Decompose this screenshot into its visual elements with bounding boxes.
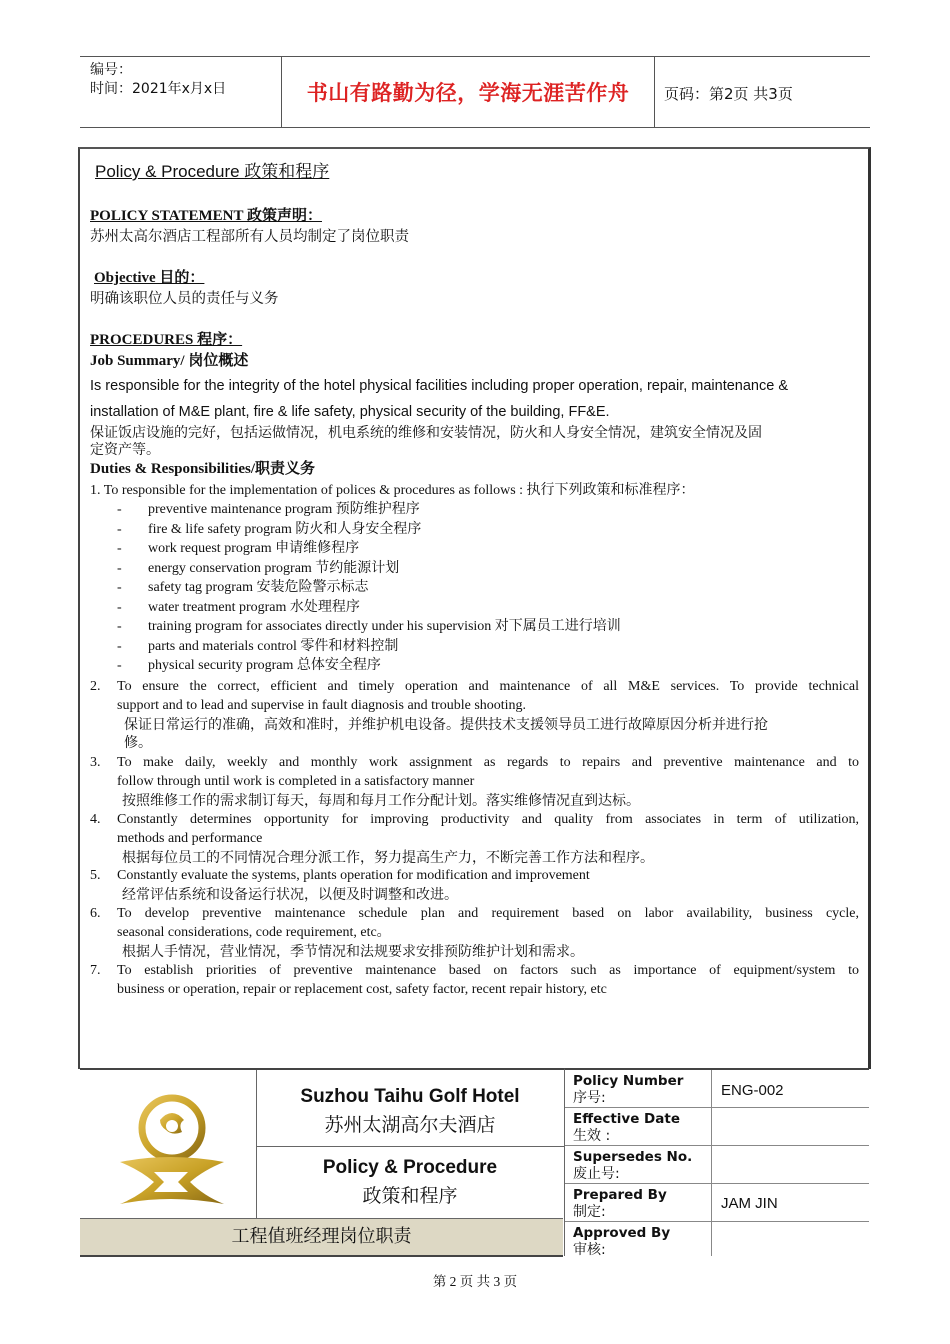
list-bullet: - — [117, 580, 122, 595]
policy-type-zh: 政策和程序 — [362, 1185, 458, 1207]
duty-item-6-zh: 根据人手情况，营业情况，季节情况和法规要求安排预防维护计划和需求。 — [122, 944, 584, 960]
prepared-by-value: JAM JIN — [721, 1195, 778, 1212]
program-list-item — [117, 521, 421, 539]
duty-item-7-number: 7. — [90, 963, 101, 978]
header-info — [90, 61, 226, 99]
list-bullet: - — [117, 521, 122, 537]
hotel-name-zh: 苏州太湖高尔夫酒店 — [324, 1114, 496, 1136]
list-bullet: - — [117, 619, 122, 634]
program-list-item — [117, 501, 420, 519]
program-name: physical security program 总体安全程序 — [148, 658, 381, 673]
policy-number-value: ENG-002 — [721, 1082, 784, 1099]
duty-item-7-text: business or operation, repair or replacement cost, safety factor, recent repair history, etc — [117, 982, 607, 997]
job-summary-zh: 定资产等。 — [90, 442, 160, 458]
policy-meta — [564, 1068, 869, 1256]
hotel-name-cell — [256, 1068, 564, 1147]
policy-number-label-zh: 序号: — [573, 1090, 606, 1106]
duty-item-5-zh: 经常评估系统和设备运行状况，以便及时调整和改进。 — [122, 887, 458, 903]
supersedes-label-zh: 废止号: — [573, 1166, 620, 1182]
duty-item-5-number: 5. — [90, 868, 101, 883]
program-name: water treatment program 水处理程序 — [148, 599, 360, 615]
objective-text: 明确该职位人员的责任与义务 — [90, 291, 279, 307]
supersedes-label: Supersedes No. — [573, 1149, 693, 1165]
program-list-item — [117, 638, 398, 656]
duty-item-4-zh: 根据每位员工的不同情况合理分派工作，努力提高生产力，不断完善工作方法和程序。 — [122, 850, 654, 866]
duty-item-3-text: To make daily, weekly and monthly work assignment as regards to repairs and preventive maintenance and to — [117, 755, 859, 770]
prepared-by-label-zh: 制定: — [573, 1204, 606, 1220]
duty-item-3-zh: 按照维修工作的需求制订每天，每周和每月工作分配计划。落实维修情况直到达标。 — [122, 793, 640, 809]
approved-by-row — [565, 1222, 869, 1256]
program-name: fire & life safety program 防火和人身安全程序 — [148, 521, 422, 537]
list-bullet: - — [117, 599, 122, 615]
program-name: energy conservation program 节约能源计划 — [148, 560, 400, 576]
duty-item-4-number: 4. — [90, 812, 101, 827]
program-list-item — [117, 540, 359, 558]
job-summary-en: installation of M&E plant, fire & life safety, physical security of the building, FF&E. — [90, 404, 610, 420]
objective-label: Objective 目的： — [94, 270, 205, 286]
policy-statement-label: POLICY STATEMENT 政策声明： — [90, 208, 322, 224]
doc-number: 编号： — [90, 62, 132, 78]
approved-by-label-zh: 审核: — [573, 1242, 606, 1258]
hotel-name-en: Suzhou Taihu Golf Hotel — [300, 1086, 520, 1107]
policy-number-label: Policy Number — [573, 1073, 684, 1089]
program-list-item — [117, 599, 360, 617]
header-page-number: 页码：第2页 共3页 — [664, 85, 793, 103]
policy-number-row — [565, 1070, 869, 1108]
doc-time: 时间：2021年x月x日 — [90, 81, 227, 97]
page-header — [80, 56, 870, 128]
program-name: preventive maintenance program 预防维护程序 — [148, 502, 420, 517]
effective-date-row — [565, 1108, 869, 1146]
policy-type-cell — [256, 1145, 564, 1218]
supersedes-row — [565, 1146, 869, 1184]
hotel-logo — [80, 1070, 256, 1220]
prepared-by-label: Prepared By — [573, 1187, 667, 1203]
duty-item-5-text: Constantly evaluate the systems, plants operation for modification and improvement — [117, 868, 590, 883]
duty-item-1: 1. To responsible for the implementation of polices & procedures as follows : 执行下列政策和标准程序： — [90, 483, 695, 498]
list-bullet: - — [117, 541, 122, 556]
list-bullet: - — [117, 638, 122, 654]
duty-item-2-zh: 修。 — [124, 735, 152, 751]
duty-item-2-number: 2. — [90, 679, 101, 694]
duties-label: Duties & Responsibilities/职责义务 — [90, 461, 316, 477]
job-summary-zh: 保证饭店设施的完好，包括运做情况，机电系统的维修和安装情况，防火和人身安全情况，建筑安全情况及固 — [90, 425, 762, 441]
job-summary-en: Is responsible for the integrity of the hotel physical facilities including proper operation, repair, maintenance & — [90, 378, 789, 394]
effective-date-label-zh: 生效 : — [573, 1128, 611, 1144]
prepared-by-row — [565, 1184, 869, 1222]
policy-statement-text: 苏州太高尔酒店工程部所有人员均制定了岗位职责 — [90, 229, 409, 245]
program-name: parts and materials control 零件和材料控制 — [148, 638, 399, 654]
program-list-item — [117, 560, 399, 578]
program-list-item — [117, 618, 621, 636]
duty-item-2-text: To ensure the correct, efficient and timely operation and maintenance of all M&E services. To provide technical — [117, 679, 859, 694]
doc-heading: Policy & Procedure 政策和程序 — [95, 162, 330, 181]
header-motto: 书山有路勤为径，学海无涯苦作舟 — [306, 81, 630, 105]
header-divider — [654, 57, 655, 127]
policy-type-en: Policy & Procedure — [322, 1157, 498, 1178]
document-title: 工程值班经理岗位职责 — [80, 1218, 563, 1257]
hotel-logo-cell — [80, 1068, 257, 1220]
duty-item-4-text: Constantly determines opportunity for improving productivity and quality from associates in term of utilization, — [117, 812, 859, 827]
program-name: training program for associates directly under his supervision 对下属员工进行培训 — [148, 619, 621, 634]
program-name: work request program 申请维修程序 — [148, 541, 360, 556]
procedures-label: PROCEDURES 程序： — [90, 332, 243, 348]
duty-item-3-number: 3. — [90, 755, 101, 770]
duty-item-6-text: To develop preventive maintenance schedule plan and requirement based on labor availability, business cycle, — [117, 906, 859, 921]
duty-item-7-text: To establish priorities of preventive maintenance based on factors such as importance of equipment/system to — [117, 963, 859, 978]
policy-footer-table — [80, 1068, 868, 1258]
job-summary-label: Job Summary/ 岗位概述 — [90, 353, 249, 369]
duty-item-3-text: follow through until work is completed in a satisfactory manner — [117, 774, 475, 789]
duty-item-2-text: support and to lead and supervise in fault diagnosis and trouble shooting. — [117, 698, 527, 713]
program-list-item — [117, 579, 368, 597]
list-bullet: - — [117, 560, 122, 576]
duty-item-6-number: 6. — [90, 906, 101, 921]
document-body — [78, 147, 871, 1069]
program-list-item — [117, 657, 381, 675]
approved-by-label: Approved By — [573, 1225, 671, 1241]
duty-item-2-zh: 保证日常运行的准确，高效和准时，并维护机电设备。提供技术支援领导员工进行故障原因分析并进行抢 — [124, 717, 768, 733]
program-name: safety tag program 安装危险警示标志 — [148, 580, 369, 595]
duty-item-4-text: methods and performance — [117, 831, 263, 846]
effective-date-label: Effective Date — [573, 1111, 680, 1127]
page-footer: 第 2 页 共 3 页 — [432, 1274, 518, 1289]
list-bullet: - — [117, 502, 122, 517]
duty-item-6-text: seasonal considerations, code requirement, etc。 — [117, 925, 391, 940]
list-bullet: - — [117, 658, 122, 673]
